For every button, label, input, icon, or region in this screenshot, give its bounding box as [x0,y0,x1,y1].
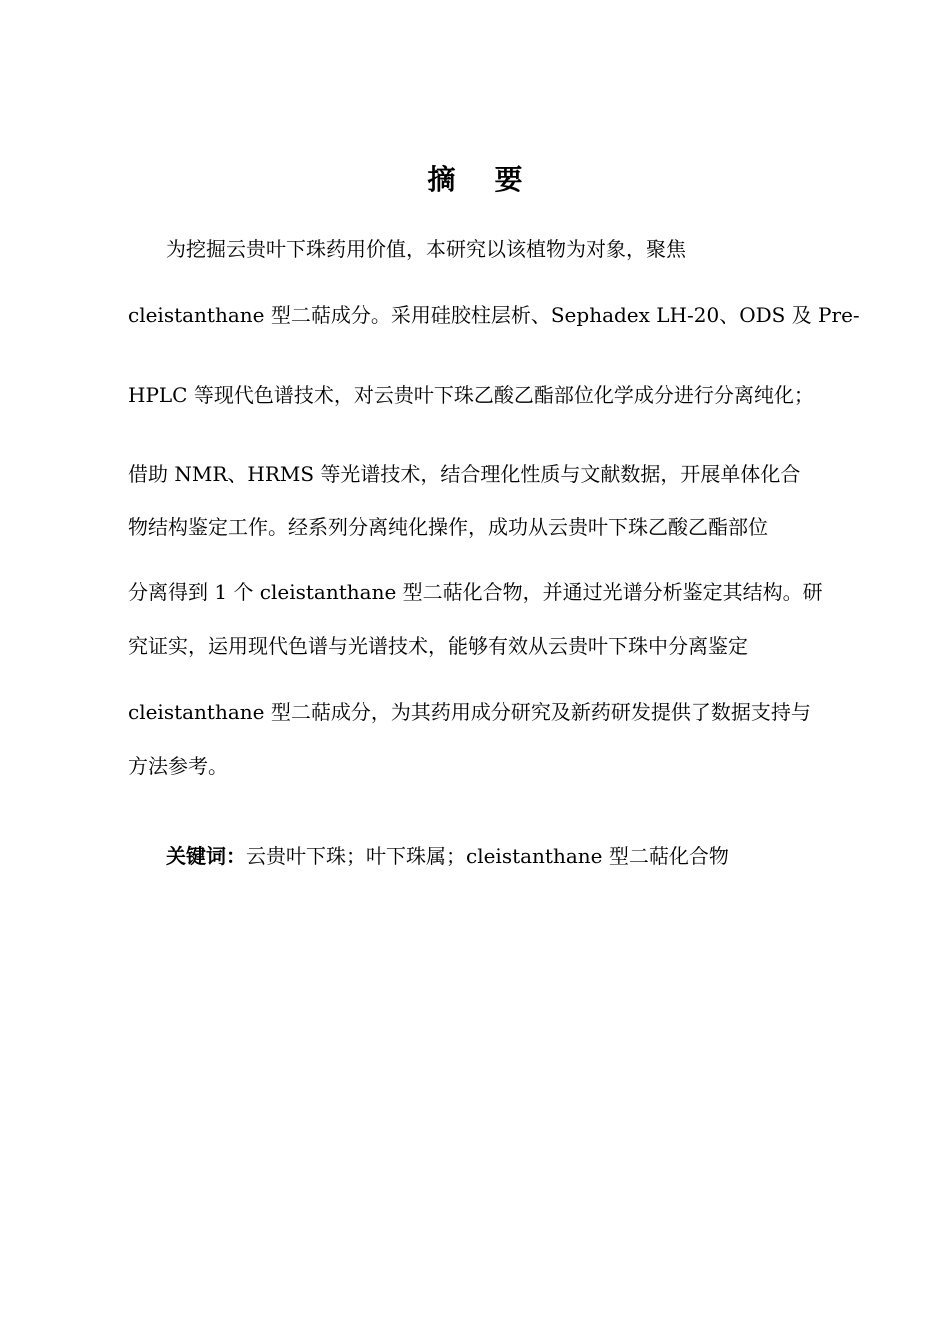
keywords-value: 云贵叶下珠；叶下珠属；cleistanthane 型二萜化合物 [246,844,729,868]
keywords-label: 关键词： [166,844,246,868]
abstract-line-2: cleistanthane 型二萜成分。采用硅胶柱层析、Sephadex LH-20、ODS 及 Pre- [128,303,860,327]
abstract-line-5: 物结构鉴定工作。经系列分离纯化操作，成功从云贵叶下珠乙酸乙酯部位 [128,515,768,539]
abstract-line-6: 分离得到 1 个 cleistanthane 型二萜化合物，并通过光谱分析鉴定其结构。研 [128,580,823,604]
abstract-line-4: 借助 NMR、HRMS 等光谱技术，结合理化性质与文献数据，开展单体化合 [128,462,801,486]
keywords-line [166,842,729,870]
abstract-line-8: cleistanthane 型二萜成分，为其药用成分研究及新药研发提供了数据支持与 [128,700,811,724]
abstract-line-9: 方法参考。 [128,754,228,778]
abstract-line-3: HPLC 等现代色谱技术，对云贵叶下珠乙酸乙酯部位化学成分进行分离纯化； [128,383,814,407]
page-title: 摘 要 [427,163,523,196]
abstract-line-7: 究证实，运用现代色谱与光谱技术，能够有效从云贵叶下珠中分离鉴定 [128,634,748,658]
abstract-line-1: 为挖掘云贵叶下珠药用价值，本研究以该植物为对象，聚焦 [166,237,686,261]
